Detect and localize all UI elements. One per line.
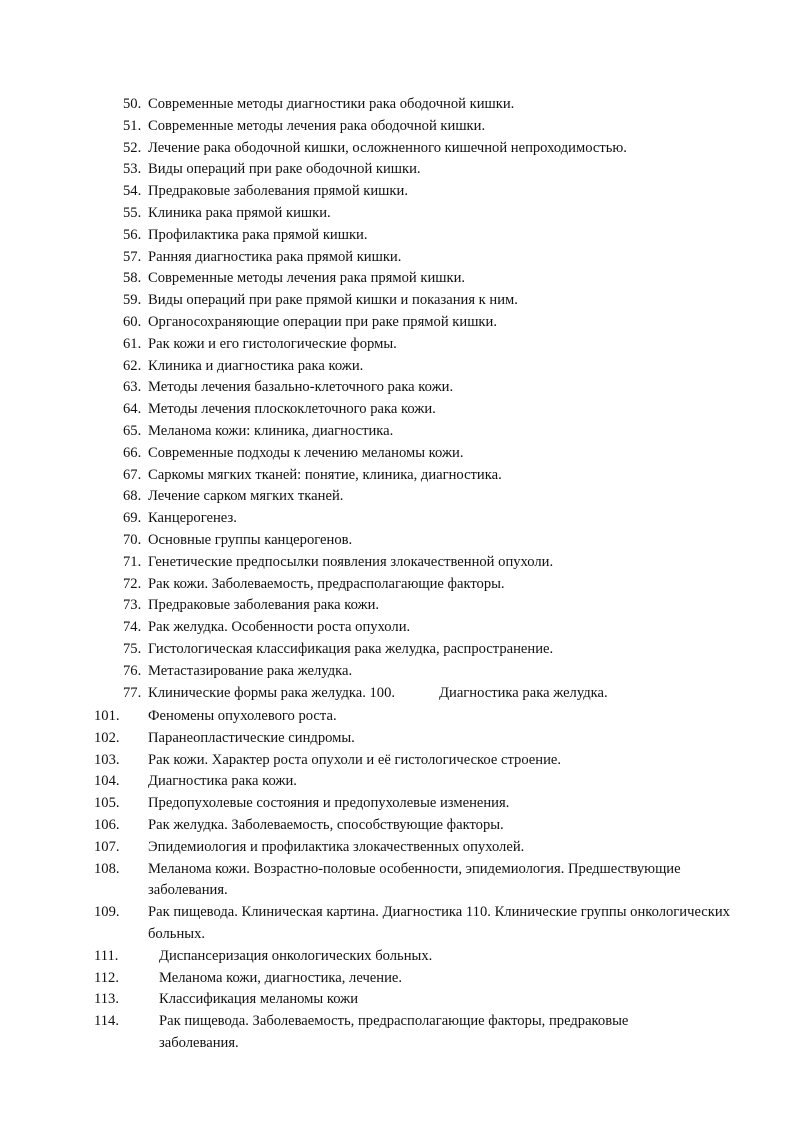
item-number: 74.: [123, 619, 142, 636]
item-number: 112.: [94, 969, 119, 986]
item-number: 101.: [94, 708, 120, 724]
item-text: Саркомы мягких тканей: понятие, клиника, диагностика.: [148, 466, 502, 483]
item-number: 53.: [123, 161, 142, 178]
item-text: Метастазирование рака желудка.: [148, 662, 353, 679]
item-text-part-2: Диагностика рака желудка.: [439, 684, 608, 701]
item-text: Рак пищевода. Клиническая картина. Диагностика 110. Клинические группы онкологических больных.: [148, 904, 730, 942]
item-text: Паранеопластические синдромы.: [148, 729, 355, 746]
item-text: Диспансеризация онкологических больных.: [159, 947, 433, 964]
item-text: Профилактика рака прямой кишки.: [148, 226, 368, 243]
item-text: Виды операций при раке ободочной кишки.: [148, 161, 421, 178]
item-text: [148, 683, 608, 705]
item-number: 72.: [123, 575, 142, 592]
item-number: 68.: [123, 488, 142, 505]
item-text: Канцерогенез.: [148, 510, 237, 527]
item-text: Эпидемиология и профилактика злокачественных опухолей.: [148, 838, 525, 855]
item-number: 75.: [123, 640, 142, 657]
item-number: 107.: [94, 838, 120, 855]
item-text: Генетические предпосылки появления злокачественной опухоли.: [148, 553, 554, 570]
item-number: 63.: [123, 379, 142, 396]
item-number: 54.: [123, 183, 142, 200]
item-number: 62.: [123, 357, 142, 374]
item-text-part-1: Клинические формы рака желудка. 100.: [148, 684, 396, 701]
item-text: Предопухолевые состояния и предопухолевые изменения.: [148, 795, 510, 812]
item-number: 51.: [123, 117, 142, 134]
item-text: Меланома кожи, диагностика, лечение.: [159, 969, 403, 986]
item-text: Виды операций при раке прямой кишки и показания к ним.: [148, 292, 518, 309]
item-text: Методы лечения базально-клеточного рака кожи.: [148, 379, 454, 396]
item-text: Клиника рака прямой кишки.: [148, 204, 331, 221]
item-number: 64.: [123, 401, 142, 418]
item-number: 105.: [94, 795, 120, 812]
item-text: Рак кожи. Заболеваемость, предрасполагающие факторы.: [148, 575, 505, 592]
item-number: 52.: [123, 139, 142, 156]
item-number: 103.: [94, 751, 120, 768]
item-number: 108.: [94, 860, 120, 877]
item-number: 59.: [123, 292, 142, 309]
item-number: 109.: [94, 904, 120, 921]
item-number: 50.: [123, 96, 142, 112]
item-number: 113.: [94, 991, 119, 1008]
item-text: Клиника и диагностика рака кожи.: [148, 357, 364, 374]
item-text: Ранняя диагностика рака прямой кишки.: [148, 248, 402, 265]
item-number: 60.: [123, 313, 142, 330]
item-text: Диагностика рака кожи.: [148, 773, 297, 790]
item-text: Современные методы лечения рака прямой кишки.: [148, 270, 466, 287]
item-text: Современные методы диагностики рака ободочной кишки.: [148, 96, 515, 112]
item-number: 57.: [123, 248, 142, 265]
item-number: 66.: [123, 444, 142, 461]
item-number: 77.: [123, 684, 142, 701]
item-number: 114.: [94, 1013, 119, 1030]
item-number: 73.: [123, 597, 142, 614]
item-text: Рак желудка. Заболеваемость, способствующие факторы.: [148, 816, 504, 833]
item-number: 56.: [123, 226, 142, 243]
item-number: 70.: [123, 531, 142, 548]
item-number: 104.: [94, 773, 120, 790]
item-text: Современные подходы к лечению меланомы кожи.: [148, 444, 464, 461]
item-text: Предраковые заболевания рака кожи.: [148, 597, 380, 614]
item-text: Методы лечения плоскоклеточного рака кожи.: [148, 401, 436, 418]
item-text: Лечение рака ободочной кишки, осложненного кишечной непроходимостью.: [148, 139, 627, 156]
item-number: 61.: [123, 335, 142, 352]
item-number: 71.: [123, 553, 142, 570]
item-number: 55.: [123, 204, 142, 221]
item-text: Органосохраняющие операции при раке прямой кишки.: [148, 313, 497, 330]
item-text: Гистологическая классификация рака желудка, распространение.: [148, 640, 554, 657]
item-number: 69.: [123, 510, 142, 527]
item-number: 76.: [123, 662, 142, 679]
item-number: 65.: [123, 422, 142, 439]
item-number: 111.: [94, 947, 119, 964]
item-text: Лечение сарком мягких тканей.: [148, 488, 344, 505]
item-number: 106.: [94, 816, 120, 833]
item-text: Современные методы лечения рака ободочной кишки.: [148, 117, 486, 134]
item-text: Основные группы канцерогенов.: [148, 531, 353, 548]
item-text: Классификация меланомы кожи: [159, 991, 359, 1008]
item-text: Предраковые заболевания прямой кишки.: [148, 183, 408, 200]
item-text: Рак желудка. Особенности роста опухоли.: [148, 619, 411, 636]
item-text: Меланома кожи. Возрастно-половые особенности, эпидемиология. Предшествующие заболевания.: [148, 860, 681, 899]
item-text: Феномены опухолевого роста.: [148, 708, 337, 724]
item-number: 67.: [123, 466, 142, 483]
item-text: Рак кожи. Характер роста опухоли и её гистологическое строение.: [148, 751, 562, 768]
item-text: Рак пищевода. Заболеваемость, предрасполагающие факторы, предраковые заболевания.: [159, 1013, 629, 1051]
item-text: Рак кожи и его гистологические формы.: [148, 335, 397, 352]
item-number: 102.: [94, 729, 120, 746]
item-text: Меланома кожи: клиника, диагностика.: [148, 422, 394, 439]
item-number: 58.: [123, 270, 142, 287]
